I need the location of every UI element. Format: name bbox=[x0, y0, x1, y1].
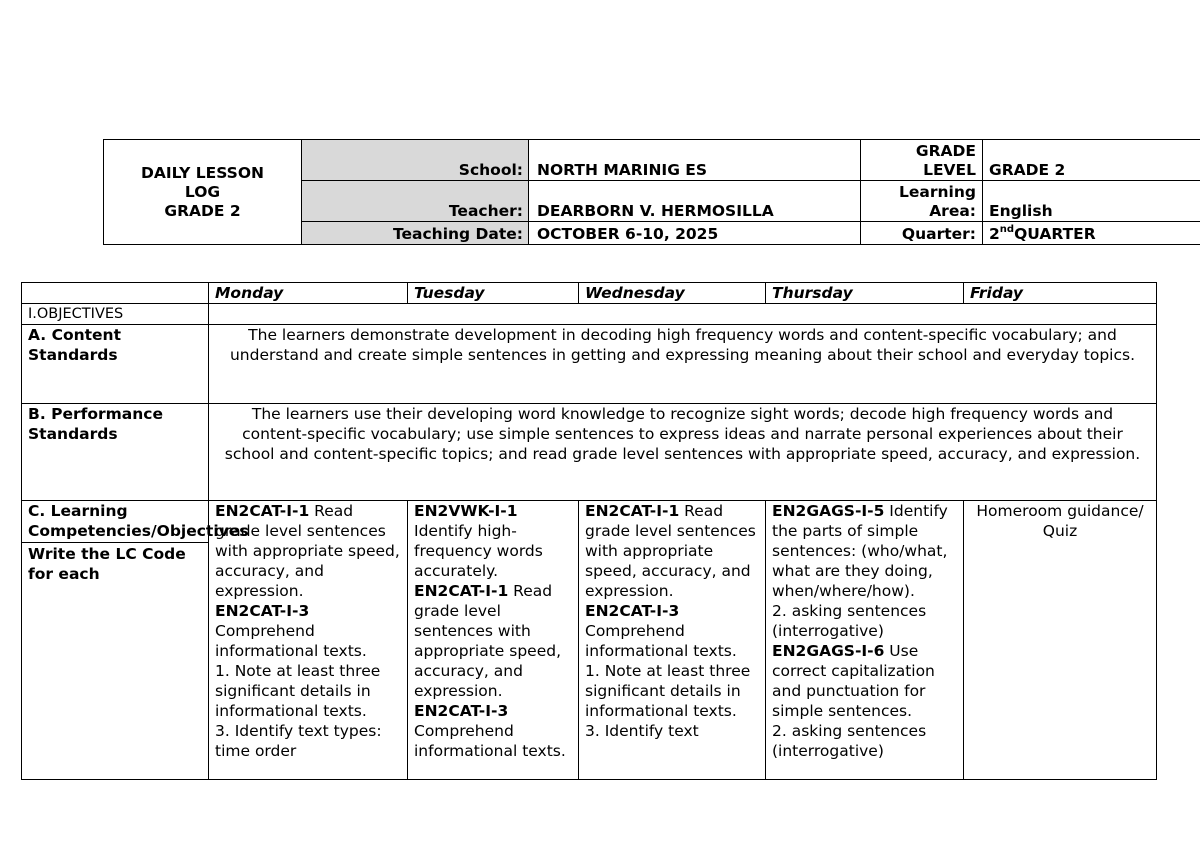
competency-code: EN2CAT-I-1 bbox=[414, 582, 509, 600]
school-label: School: bbox=[302, 140, 529, 181]
day-header-tuesday: Tuesday bbox=[408, 283, 579, 304]
lesson-plan-table bbox=[21, 282, 1157, 780]
competency-item bbox=[215, 661, 403, 721]
teacher-value: DEARBORN V. HERMOSILLA bbox=[529, 181, 861, 222]
quarter-ordinal: nd bbox=[999, 223, 1015, 235]
day-header-monday: Monday bbox=[209, 283, 408, 304]
learning-competencies-title: C. Learning Competencies/Objectives bbox=[22, 501, 208, 543]
competency-code: EN2CAT-I-3 bbox=[215, 602, 310, 620]
wednesday-competencies bbox=[579, 501, 766, 780]
quarter-number: 2 bbox=[989, 225, 1000, 243]
competency-text: Comprehend informational texts. bbox=[585, 622, 737, 660]
competency-item bbox=[585, 661, 761, 721]
competency-item bbox=[414, 701, 574, 761]
performance-standards-text: The learners use their developing word knowledge to recognize sight words; decode high frequency words and content-specific vocabulary; use simple sentences to express ideas and narrate personal experiences about their school and content-specific topics; and read grade level sentences with appropriate speed, accuracy, and expression. bbox=[209, 404, 1157, 501]
competency-item bbox=[772, 641, 959, 721]
corner-cell bbox=[22, 283, 209, 304]
day-header-friday: Friday bbox=[964, 283, 1157, 304]
competency-code: EN2VWK-I-1 bbox=[414, 502, 518, 520]
objectives-label: I.OBJECTIVES bbox=[22, 304, 209, 325]
competency-code: EN2CAT-I-3 bbox=[414, 702, 509, 720]
competency-text: Use correct capitalization and punctuation for simple sentences. bbox=[772, 642, 935, 720]
competency-code: EN2CAT-I-1 bbox=[585, 502, 680, 520]
competency-item bbox=[414, 501, 574, 581]
competency-text: Identify high-frequency words accurately. bbox=[414, 522, 543, 580]
performance-standards-label: B. Performance Standards bbox=[22, 404, 209, 501]
objectives-empty-cell bbox=[209, 304, 1157, 325]
competency-item bbox=[215, 501, 403, 601]
day-header-thursday: Thursday bbox=[766, 283, 964, 304]
quarter-value bbox=[983, 222, 1200, 245]
learning-area-value: English bbox=[983, 181, 1200, 222]
tuesday-competencies bbox=[408, 501, 579, 780]
competency-item bbox=[772, 501, 959, 601]
quarter-word: QUARTER bbox=[1014, 225, 1096, 243]
competency-text: Read grade level sentences with appropriate speed, accuracy, and expression. bbox=[414, 582, 562, 700]
lesson-log-header bbox=[103, 139, 1200, 245]
grade-level-label-line-2: LEVEL bbox=[923, 161, 976, 179]
friday-competencies: Homeroom guidance/ Quiz bbox=[964, 501, 1157, 780]
content-standards-text: The learners demonstrate development in decoding high frequency words and content-specific vocabulary; and understand and create simple sentences in getting and expressing meaning about their school and everyday topics. bbox=[209, 325, 1157, 404]
teaching-date-label: Teaching Date: bbox=[302, 222, 529, 245]
learning-area-label-line-1: Learning bbox=[899, 183, 976, 201]
competency-text: 2. asking sentences (interrogative) bbox=[772, 722, 927, 760]
competency-item bbox=[772, 721, 959, 761]
competency-item bbox=[585, 721, 761, 741]
grade-level-label bbox=[861, 140, 983, 181]
day-header-wednesday: Wednesday bbox=[579, 283, 766, 304]
school-value: NORTH MARINIG ES bbox=[529, 140, 861, 181]
competency-text: Comprehend informational texts. bbox=[414, 722, 566, 760]
teaching-date-value: OCTOBER 6-10, 2025 bbox=[529, 222, 861, 245]
competency-item bbox=[215, 601, 403, 661]
grade-level-label-line-1: GRADE bbox=[915, 142, 976, 160]
competency-text: 3. Identify text bbox=[585, 722, 699, 740]
competency-code: EN2CAT-I-3 bbox=[585, 602, 680, 620]
log-title-line-3: GRADE 2 bbox=[164, 201, 241, 220]
competency-code: EN2GAGS-I-5 bbox=[772, 502, 885, 520]
grade-level-value: GRADE 2 bbox=[983, 140, 1200, 181]
lc-code-instruction: Write the LC Code for each bbox=[28, 545, 186, 583]
monday-competencies bbox=[209, 501, 408, 780]
competency-text: 1. Note at least three significant details in informational texts. bbox=[585, 662, 751, 720]
competency-item bbox=[772, 601, 959, 641]
log-title-line-1: DAILY LESSON bbox=[141, 163, 264, 182]
competency-text: Comprehend informational texts. bbox=[215, 622, 367, 660]
thursday-competencies bbox=[766, 501, 964, 780]
competency-text: 1. Note at least three significant details in informational texts. bbox=[215, 662, 381, 720]
learning-competencies-label bbox=[22, 501, 249, 780]
competency-text: 2. asking sentences (interrogative) bbox=[772, 602, 927, 640]
learning-area-label-line-2: Area: bbox=[929, 202, 976, 220]
content-standards-label: A. Content Standards bbox=[22, 325, 209, 404]
competency-item bbox=[414, 581, 574, 701]
competency-text: Read grade level sentences with appropriate speed, accuracy, and expression. bbox=[585, 502, 756, 600]
competency-item bbox=[585, 501, 761, 601]
competency-code: EN2CAT-I-1 bbox=[215, 502, 310, 520]
competency-text: Identify the parts of simple sentences: (who/what, what are they doing, when/where/how). bbox=[772, 502, 948, 600]
competency-item bbox=[215, 721, 403, 761]
log-title-line-2: LOG bbox=[184, 182, 221, 201]
competency-item bbox=[585, 601, 761, 661]
competency-text: Read grade level sentences with appropriate speed, accuracy, and expression. bbox=[215, 502, 400, 600]
learning-area-label bbox=[861, 181, 983, 222]
competency-text: 3. Identify text types: time order bbox=[215, 722, 382, 760]
competency-code: EN2GAGS-I-6 bbox=[772, 642, 885, 660]
quarter-label: Quarter: bbox=[861, 222, 983, 245]
teacher-label: Teacher: bbox=[302, 181, 529, 222]
log-title bbox=[104, 140, 302, 245]
